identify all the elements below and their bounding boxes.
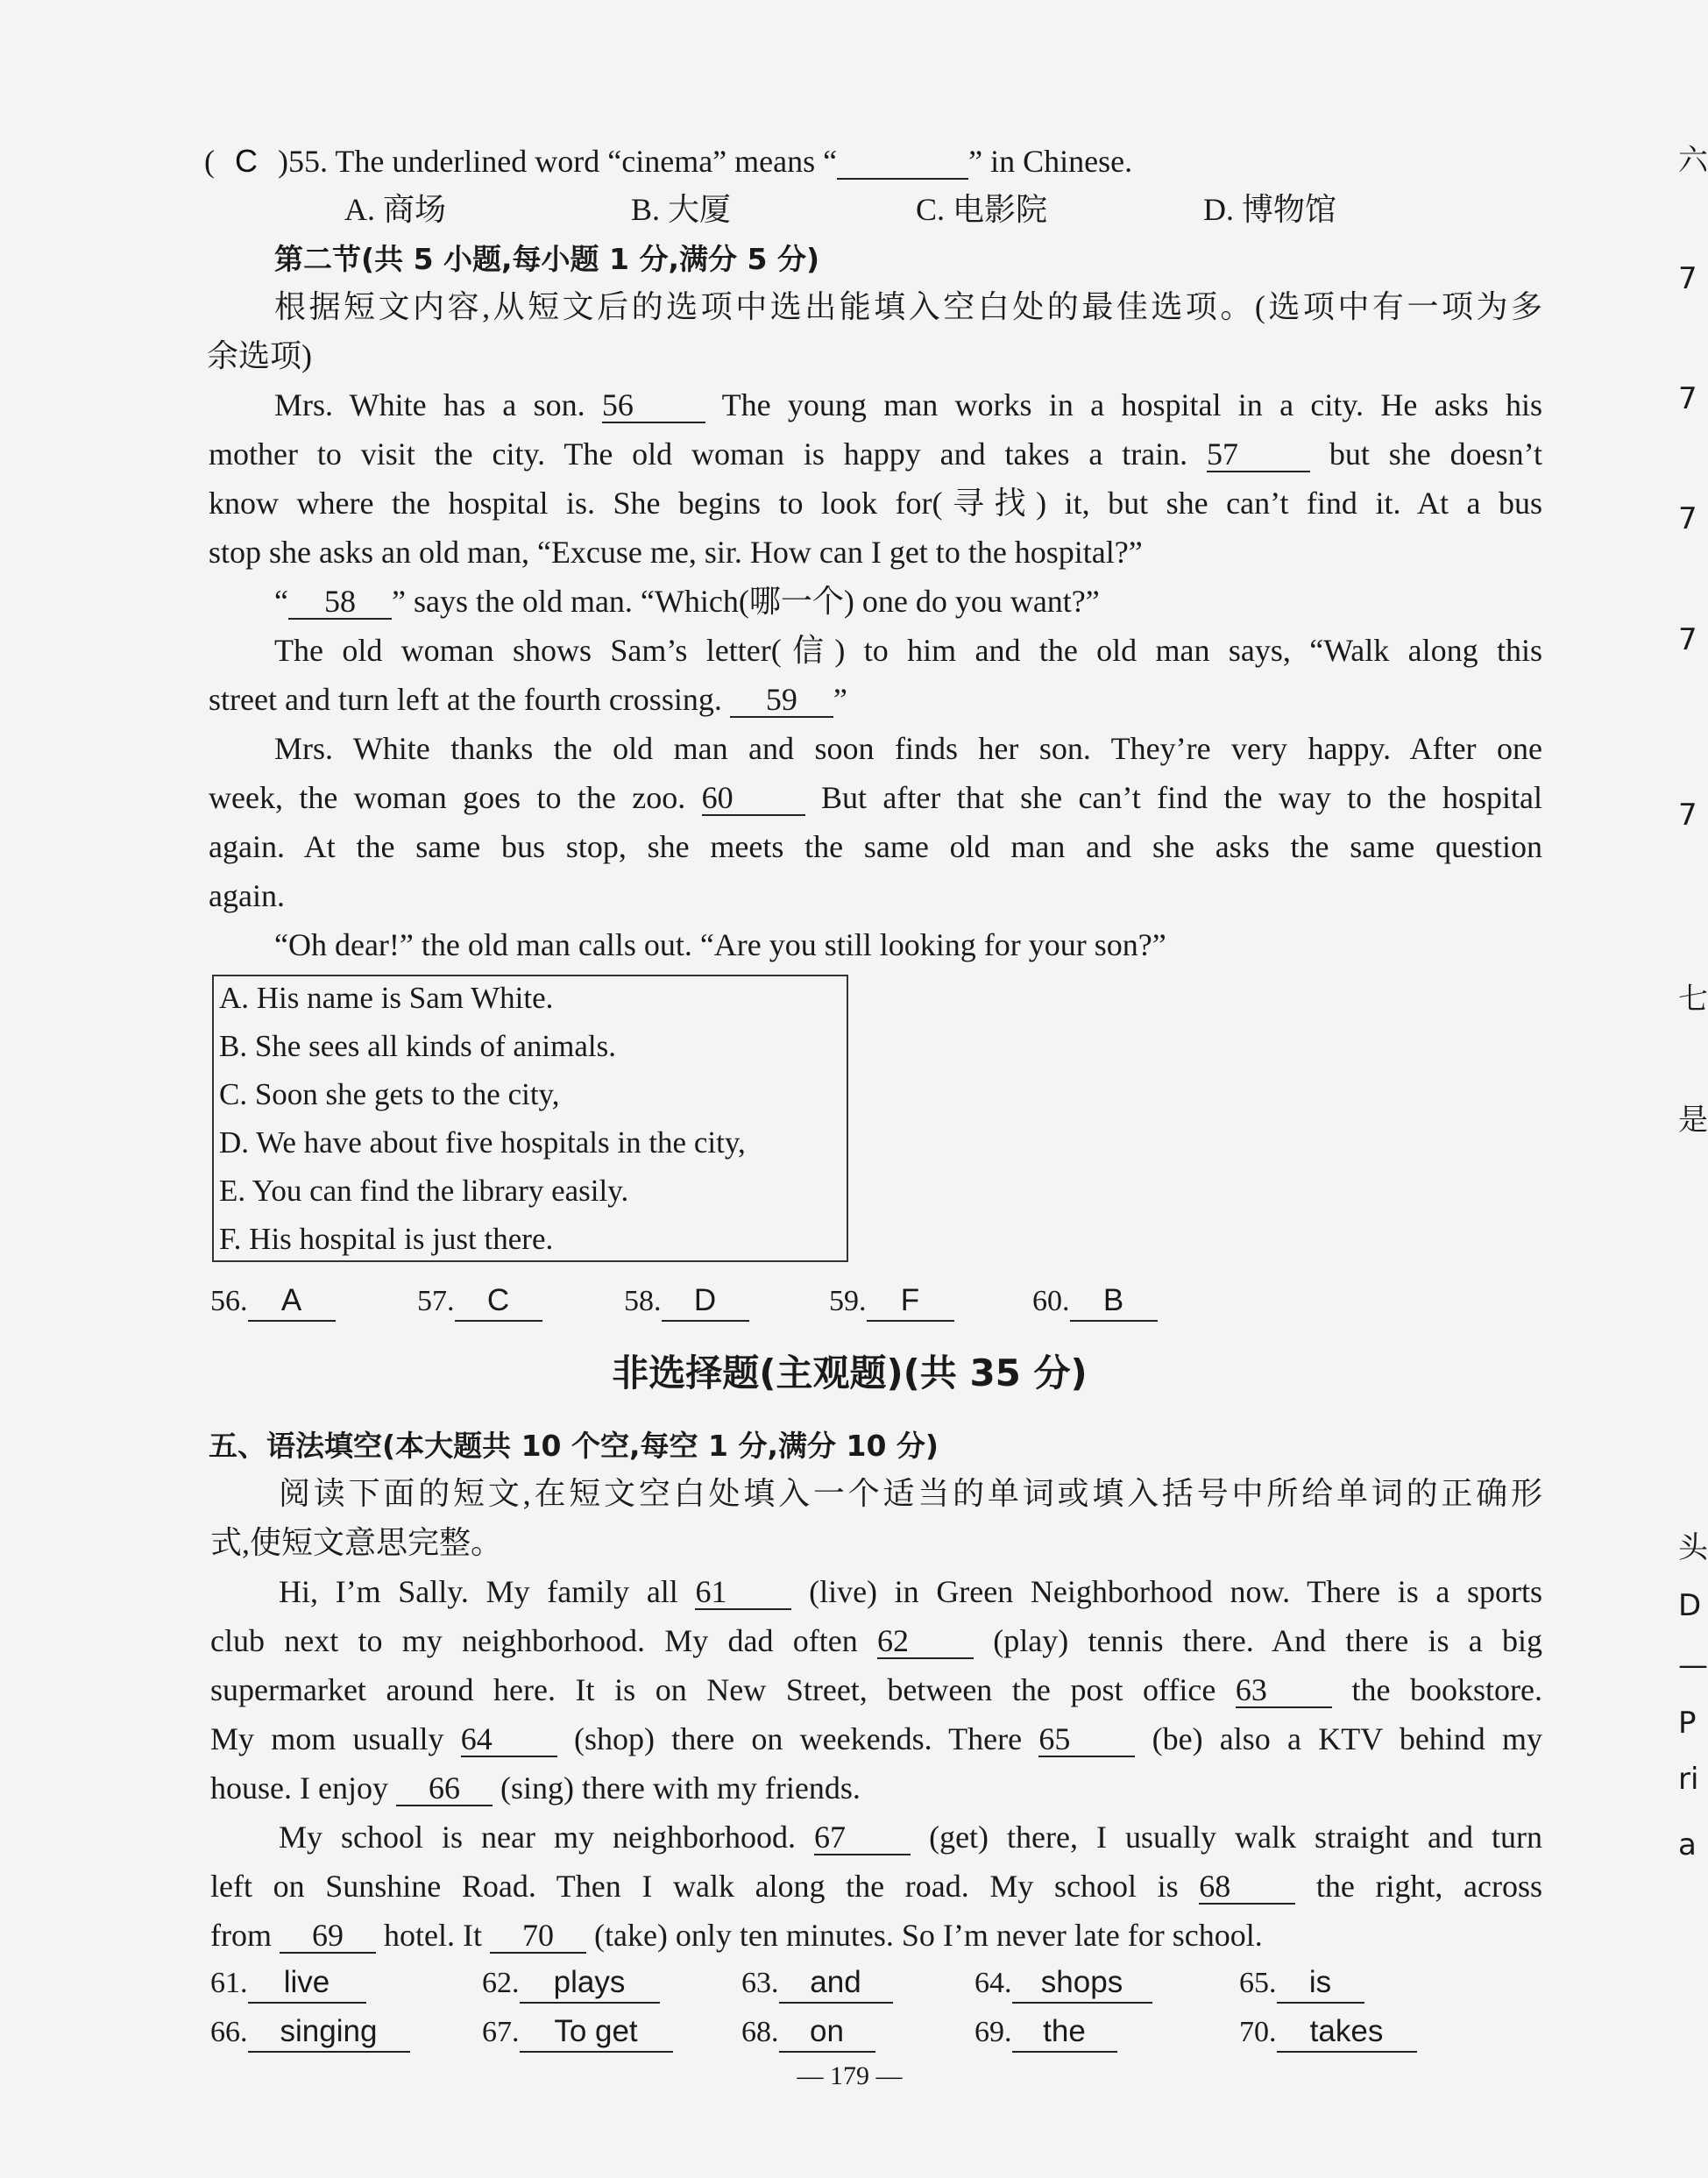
blank-70: 70: [490, 1919, 586, 1954]
worksheet-page: ( C )55. The underlined word “cinema” means “ ” in Chinese. A. 商场 B. 大厦 C. 电影院 D. 博物馆 第二节(共 5 小题,每小题 1 分,满分 5 分) 根据短文内容,从短文后的选项中选出能填入空白处的最佳选项。(选项中有一项为多 余选项) Mrs. White has a son. 56 The young man works in a hospital in a city. He asks his mother to visit the city. The old woman is happy and takes a train. 57 but she doesn’t know where the hospital is. She begins to look for(寻找) it, but she can’t find it. At a bus stop she asks an old man, “Excuse me, sir. How can I get to the hospital?” “ 58 ” says the old man. “Which(哪一个) one do you want?” The old woman shows Sam’s letter(信) to him and the old man says, “Walk along this street and turn left at the fourth crossing. 59 ” Mrs. White thanks the old man and soon finds her son. They’re very happy. After one week, the woman goes to the zoo. 60 But after that she can’t find the way to the hospital again. At the same bus stop, she meets the same old man and she asks the same question again. “Oh dear!” the old man calls out. “Are you still looking for your son?” A. His name is Sam White. B. She sees all kinds of animals. C. Soon she gets to the city, D. We have about five hospitals in the city, E. You can find the library easily. F. His hospital is just there. 56. A 57. C 58. D 59. F 60. B 非选择题(主观题)(共 35 分) 五、语法填空(本大题共 10 个空,每空 1 分,满分 10 分) 阅读下面的短文,在短文空白处填入一个适当的单词或填入括号中所给单词的正确形 式,使短文意思完整。 Hi, I’m Sally. My family all 61 (live) in Green Neighborhood now. There is a sports club next to my neighborhood. My dad often 62 (play) tennis there. And there is a big supermarket around here. It is on New Street, between the post office 63 the bookstore. My mom usually 64 (shop) there on weekends. There 65 (be) also a KTV behind my house. I enjoy 66 (sing) there with my friends. My school is near my neighborhood. 67 (get) there, I usually walk straight and turn left on Sunshine Road. Then I walk along the road. My school is 68 the right, across from 69 hotel. It 70 (take) only ten minutes. So I’m never late for school. 61. live 62. plays 63. and 64. shops 65. is 66. singing 67. To get 68. on 69. the 70. takes — 179 — 六 7 7 7 7 7 七 是 头 D — P ri a: [0, 0, 1699, 2178]
option-d: D. We have about five hospitals in the city,: [219, 1125, 746, 1160]
blank-56: 56: [602, 388, 705, 423]
answer-56: 56. A: [210, 1281, 336, 1322]
edge-fragment: —: [1678, 1648, 1708, 1683]
edge-fragment: 六: [1678, 143, 1708, 178]
answer-58: 58. D: [624, 1281, 749, 1322]
edge-fragment: 7: [1678, 261, 1697, 296]
answer-57: 57. C: [417, 1281, 542, 1322]
q55-option-b: B. 大厦: [631, 192, 732, 227]
section5-instruction-cont: 式,使短文意思完整。: [210, 1525, 503, 1560]
blank-60: 60: [702, 781, 805, 816]
edge-fragment: P: [1678, 1706, 1697, 1741]
answer-70: 70. takes: [1239, 2012, 1417, 2053]
edge-fragment: 七: [1678, 982, 1708, 1017]
edge-fragment: a: [1678, 1827, 1697, 1862]
blank-63: 63: [1236, 1673, 1332, 1708]
part-title: 非选择题(主观题)(共 35 分): [612, 1351, 1088, 1394]
answer-64: 64. shops: [974, 1963, 1152, 2004]
blank-57: 57: [1207, 437, 1310, 472]
answer-61: 61. live: [210, 1963, 366, 2004]
blank-58: 58: [288, 585, 392, 620]
blank-64: 64: [461, 1722, 557, 1757]
q55-blank: [837, 145, 968, 180]
edge-fragment: D: [1678, 1588, 1702, 1623]
blank-69: 69: [280, 1919, 376, 1954]
answer-66: 66. singing: [210, 2012, 410, 2053]
q55-option-c: C. 电影院: [916, 192, 1048, 227]
option-c: C. Soon she gets to the city,: [219, 1077, 560, 1111]
blank-66: 66: [396, 1771, 493, 1806]
answer-67: 67. To get: [482, 2012, 673, 2053]
section5-heading: 五、语法填空(本大题共 10 个空,每空 1 分,满分 10 分): [209, 1429, 939, 1463]
q55-handwritten-answer: C: [235, 143, 258, 179]
section2-instruction-cont: 余选项): [207, 338, 312, 373]
q55-option-d: D. 博物馆: [1203, 192, 1336, 227]
blank-68: 68: [1199, 1869, 1295, 1905]
blank-67: 67: [814, 1820, 911, 1855]
section5-instruction: 阅读下面的短文,在短文空白处填入一个适当的单词或填入括号中所给单词的正确形: [279, 1476, 1542, 1511]
edge-fragment: 头: [1678, 1530, 1708, 1565]
blank-61: 61: [695, 1575, 791, 1610]
answer-69: 69. the: [974, 2012, 1117, 2053]
edge-fragment: ri: [1678, 1762, 1699, 1797]
edge-fragment: 7: [1678, 501, 1697, 536]
blank-59: 59: [730, 683, 833, 718]
blank-62: 62: [877, 1624, 974, 1659]
option-b: B. She sees all kinds of animals.: [219, 1029, 617, 1063]
q55-line: ( C )55. The underlined word “cinema” means “ ” in Chinese.: [204, 143, 1133, 179]
answer-68: 68. on: [741, 2012, 875, 2053]
answer-60: 60. B: [1032, 1281, 1158, 1322]
option-a: A. His name is Sam White.: [219, 981, 554, 1015]
section2-heading: 第二节(共 5 小题,每小题 1 分,满分 5 分): [274, 242, 820, 276]
q55-option-a: A. 商场: [344, 192, 446, 227]
page-number: — 179 —: [797, 2061, 903, 2090]
option-e: E. You can find the library easily.: [219, 1174, 629, 1208]
edge-fragment: 7: [1678, 381, 1697, 416]
edge-fragment: 7: [1678, 622, 1697, 657]
edge-fragment: 是: [1678, 1103, 1708, 1138]
answer-63: 63. and: [741, 1963, 893, 2004]
option-f: F. His hospital is just there.: [219, 1222, 554, 1256]
section2-instruction: 根据短文内容,从短文后的选项中选出能填入空白处的最佳选项。(选项中有一项为多: [274, 289, 1542, 324]
answer-65: 65. is: [1239, 1963, 1364, 2004]
section2-options-box: [212, 975, 848, 1262]
answer-62: 62. plays: [482, 1963, 660, 2004]
answer-59: 59. F: [829, 1281, 954, 1322]
edge-fragment: 7: [1678, 798, 1697, 833]
blank-65: 65: [1038, 1722, 1135, 1757]
